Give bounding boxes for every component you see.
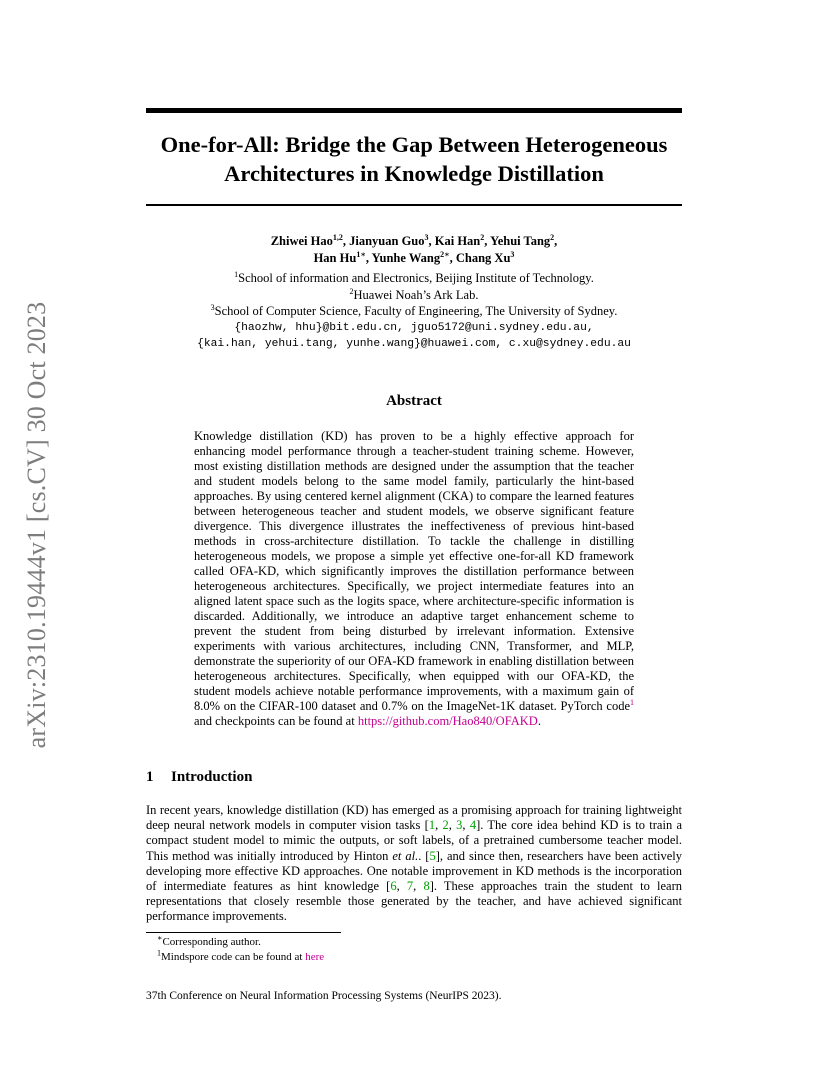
footnotes	[157, 935, 657, 965]
citation-link[interactable]: 1	[428, 818, 436, 833]
title-top-rule	[146, 108, 682, 113]
footnote-rule	[146, 932, 341, 933]
citation-link[interactable]: 2	[442, 818, 449, 833]
title-line-2: Architectures in Knowledge Distillation	[224, 161, 604, 186]
citation-link[interactable]: 7	[406, 879, 414, 894]
abstract-body: Knowledge distillation (KD) has proven to be a highly effective approach for enhancing model performance through a teacher-student training scheme. However, most existing distillation methods are designed under the assumption that the teacher and student models belong to the same model family, particularly the hint-based approaches. By using centered kernel alignment (CKA) to compare the learned features between heterogeneous teacher and student models, we observe significant feature divergence. This divergence illustrates the ineffectiveness of previous hint-based methods in cross-architecture distillation. To tackle the challenge in distilling heterogeneous models, we propose a simple yet effective one-for-all KD framework called OFA-KD, which significantly improves the distillation performance between heterogeneous architectures. Specifically, we project intermediate features into an aligned latent space such as the logits space, where architecture-specific information is discarded. Additionally, we introduce an adaptive target enhancement scheme to prevent the student from being disturbed by irrelevant information. Extensive experiments with various architectures, including CNN, Transformer, and MLP, demonstrate the superiority of our OFA-KD framework in enabling distillation between heterogeneous architectures. Specifically, when equipped with our OFA-KD, the student models achieve notable performance improvements, with a maximum gain of 8.0% on the CIFAR-100 dataset and 0.7% on the ImageNet-1K dataset. PyTorch code$^1$ and checkpoints can be found at https://github.com/Hao840/OFAKD.	[194, 429, 634, 728]
paper-title	[146, 130, 682, 188]
affiliations	[146, 270, 682, 320]
citation-link[interactable]: 6	[390, 879, 397, 894]
author: Kai Han$^2$,	[434, 232, 491, 248]
github-link[interactable]: https://github.com/Hao840/OFAKD	[357, 714, 538, 728]
conference-note: 37th Conference on Neural Information Processing Systems (NeurIPS 2023).	[146, 990, 502, 1002]
affiliation: $^2$Huawei Noah’s Ark Lab.	[349, 286, 479, 302]
citation-link[interactable]: 3	[456, 818, 463, 833]
arxiv-identifier: arXiv:2310.19444v1 [cs.CV] 30 Oct 2023	[22, 301, 51, 749]
author: Jianyuan Guo$^3$,	[349, 232, 435, 248]
footnote: ∗Corresponding author.	[157, 933, 261, 948]
citation-link[interactable]: 5	[429, 848, 436, 863]
section-number: 1	[146, 769, 154, 785]
author-list	[146, 233, 682, 267]
affiliation: $^1$School of information and Electronics, Beijing Institute of Technology.	[234, 269, 594, 285]
email-line: {haozhw, hhu}@bit.edu.cn, jguo5172@uni.sydney.edu.au,	[234, 322, 594, 334]
author: Yehui Tang$^2$,	[490, 232, 558, 248]
author-emails	[146, 320, 682, 352]
author: Chang Xu$^3$	[455, 249, 515, 265]
arxiv-sidebar	[12, 285, 62, 765]
section-heading	[146, 769, 252, 786]
citation-link[interactable]: 4	[469, 818, 477, 833]
author: Yunhe Wang$^{2∗}$,	[371, 249, 456, 265]
mindspore-link[interactable]: here	[305, 951, 325, 963]
affiliation: $^3$School of Computer Science, Faculty of Engineering, The University of Sydney.	[210, 302, 618, 318]
intro-paragraph: In recent years, knowledge distillation (KD) has emerged as a promising approach for training lightweight deep neural network models in computer vision tasks [1, 2, 3, 4]. The core idea behind KD is to train a compact student model to mimic the outputs, or soft labels, of a pretrained cumbersome teacher model. This method was initially introduced by Hinton et al.. [5], and since then, researchers have been actively developing more effective KD approaches. One notable improvement in KD methods is the incorporation of intermediate features as hint knowledge [6, 7, 8]. These approaches train the student to learn representations that closely resemble those generated by the teacher, and have achieved significant performance improvements.	[146, 803, 683, 924]
section-title: Introduction	[171, 769, 253, 785]
email-line: {kai.han, yehui.tang, yunhe.wang}@huawei.com, c.xu@sydney.edu.au	[197, 338, 631, 350]
author: Zhiwei Hao$^{1,2}$,	[270, 232, 350, 248]
title-bottom-rule	[146, 204, 682, 206]
abstract-heading: Abstract	[386, 393, 442, 409]
citation-link[interactable]: 8	[423, 879, 430, 894]
author: Han $Hu^{1∗}$,	[313, 249, 372, 265]
title-line-1: One-for-All: Bridge the Gap Between Heterogeneous	[160, 132, 668, 157]
footnote: $^1$Mindspore code can be found at here	[157, 948, 325, 963]
footnote-ref[interactable]: 1	[630, 697, 634, 707]
